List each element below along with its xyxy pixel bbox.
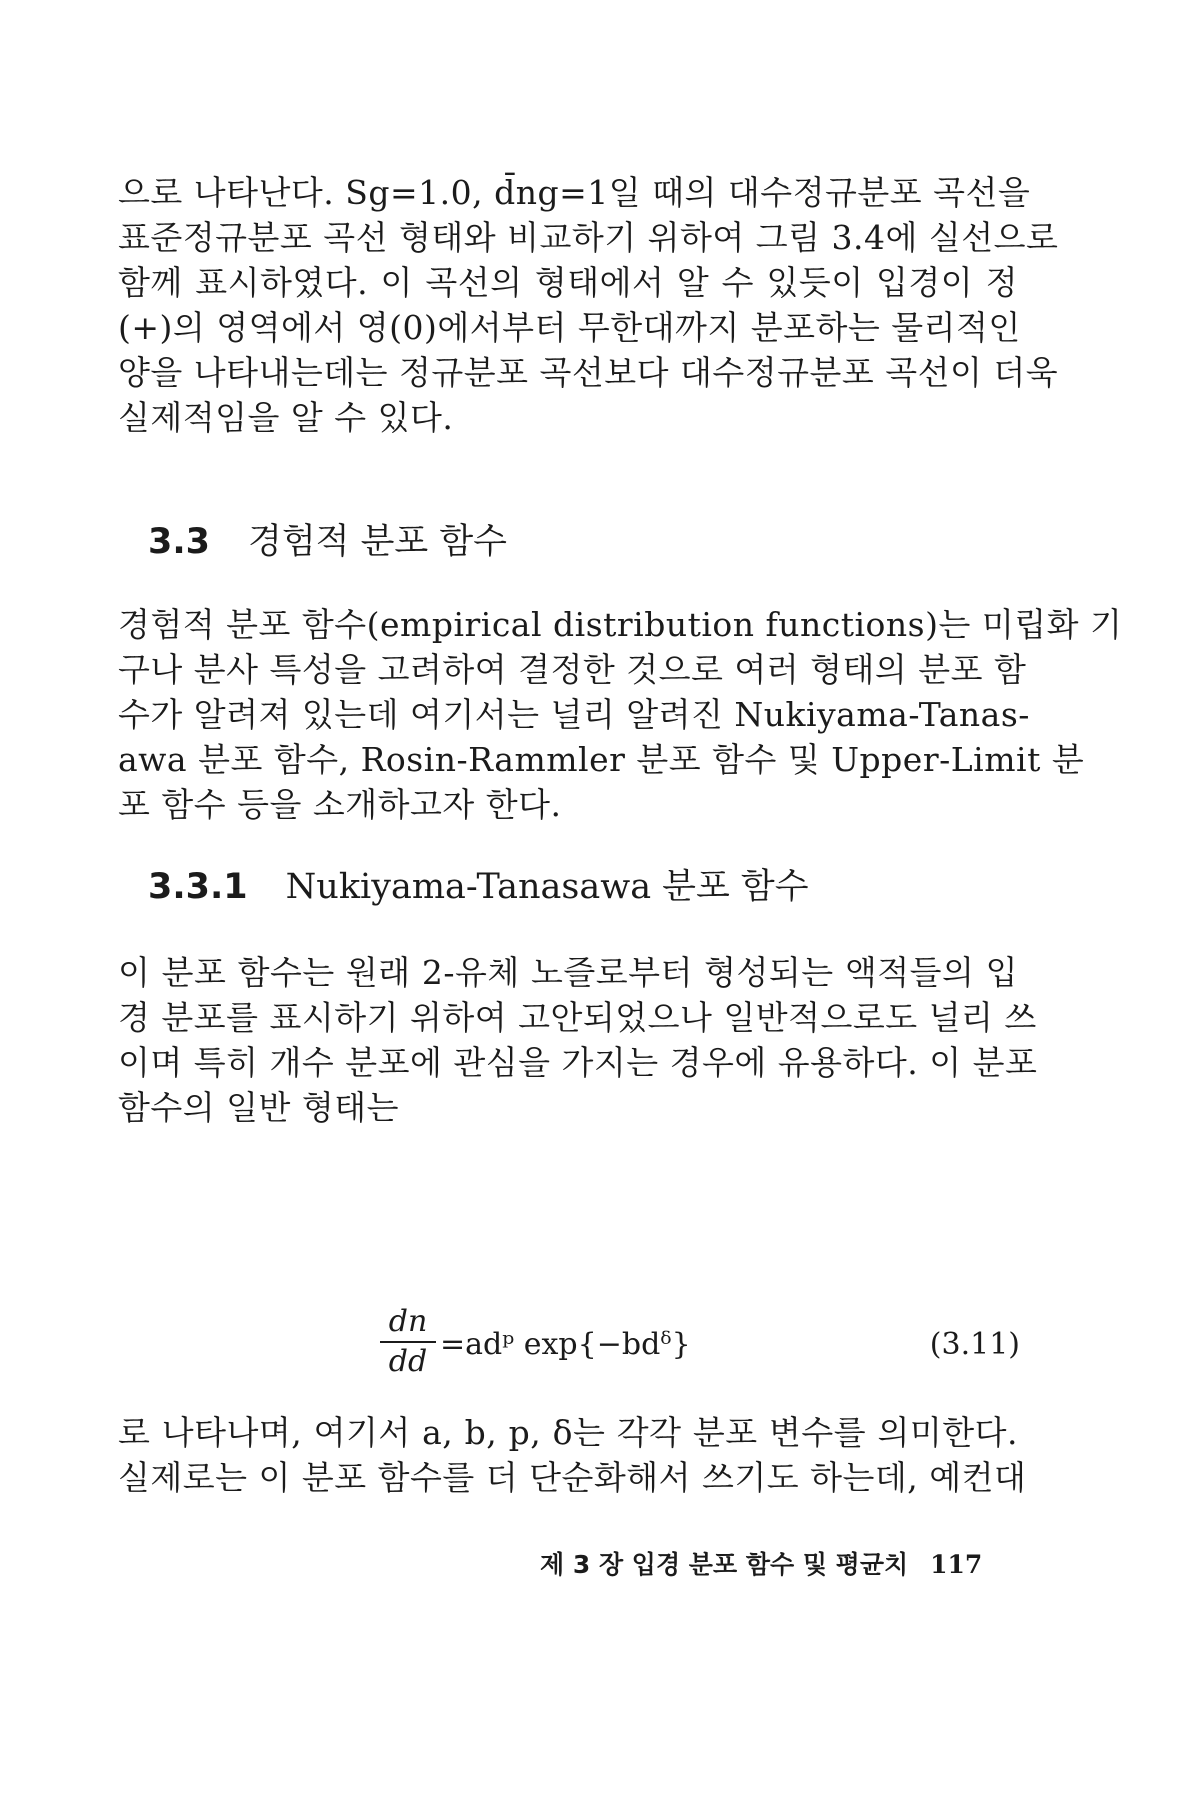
text-line: awa 분포 함수, Rosin-Rammler 분포 함수 및 Upper-Limit 분 bbox=[118, 740, 1085, 779]
page-footer bbox=[540, 1545, 982, 1581]
text-line: 포 함수 등을 소개하고자 한다. bbox=[118, 785, 562, 824]
text-line: 이며 특히 개수 분포에 관심을 가지는 경우에 유용하다. 이 분포 bbox=[118, 1043, 1038, 1082]
text-line: 함수의 일반 형태는 bbox=[118, 1088, 400, 1127]
text-line: 실제적임을 알 수 있다. bbox=[118, 398, 454, 437]
section-title: Nukiyama-Tanasawa 분포 함수 bbox=[285, 867, 809, 907]
text-line: 경 분포를 표시하기 위하여 고안되었으나 일반적으로도 널리 쓰 bbox=[118, 998, 1037, 1037]
text-line: 실제로는 이 분포 함수를 더 단순화해서 쓰기도 하는데, 예컨대 bbox=[118, 1458, 1027, 1497]
equation-number: (3.11) bbox=[929, 1327, 1020, 1362]
text-line: 이 분포 함수는 원래 2-유체 노즐로부터 형성되는 액적들의 입 bbox=[118, 953, 1018, 992]
equation-fraction bbox=[380, 1305, 436, 1379]
section-heading-3-3 bbox=[148, 520, 507, 564]
paragraph-empirical-functions bbox=[118, 602, 1123, 827]
text-line: 표준정규분포 곡선 형태와 비교하기 위하여 그림 3.4에 실선으로 bbox=[118, 218, 1059, 257]
text-line: 수가 알려져 있는데 여기서는 널리 알려진 Nukiyama-Tanas- bbox=[118, 695, 1030, 734]
page-number: 117 bbox=[930, 1550, 983, 1579]
equation-3-11 bbox=[380, 1305, 1020, 1385]
text-line: 경험적 분포 함수(empirical distribution functions)는 미립화 기 bbox=[118, 605, 1123, 644]
paragraph-nukiyama-tanasawa bbox=[118, 950, 1038, 1130]
running-footer-chapter: 제 3 장 입경 분포 함수 및 평균치 bbox=[540, 1550, 909, 1579]
fraction-bar bbox=[380, 1341, 436, 1343]
equation-right-hand-side: =adᵖ exp{−bdᵟ} bbox=[440, 1327, 691, 1362]
section-number: 3.3.1 bbox=[148, 867, 248, 907]
section-title: 경험적 분포 함수 bbox=[248, 522, 507, 562]
section-heading-3-3-1 bbox=[148, 865, 809, 909]
text-line: 양을 나타내는데는 정규분포 곡선보다 대수정규분포 곡선이 더욱 bbox=[118, 353, 1059, 392]
text-line: 구나 분사 특성을 고려하여 결정한 것으로 여러 형태의 분포 함 bbox=[118, 650, 1027, 689]
section-number: 3.3 bbox=[148, 522, 211, 562]
paragraph-lognormal-comparison bbox=[118, 170, 1059, 440]
text-line: 으로 나타난다. Sg=1.0, d̄ng=1일 때의 대수정규분포 곡선을 bbox=[118, 173, 1031, 212]
text-line: 함께 표시하였다. 이 곡선의 형태에서 알 수 있듯이 입경이 정 bbox=[118, 263, 1018, 302]
fraction-denominator: dd bbox=[388, 1344, 428, 1379]
text-line: 로 나타나며, 여기서 a, b, p, δ는 각각 분포 변수를 의미한다. bbox=[118, 1413, 1018, 1452]
text-line: (+)의 영역에서 영(0)에서부터 무한대까지 분포하는 물리적인 bbox=[118, 308, 1021, 347]
fraction-numerator: dn bbox=[388, 1304, 428, 1339]
paragraph-variables bbox=[118, 1410, 1027, 1500]
